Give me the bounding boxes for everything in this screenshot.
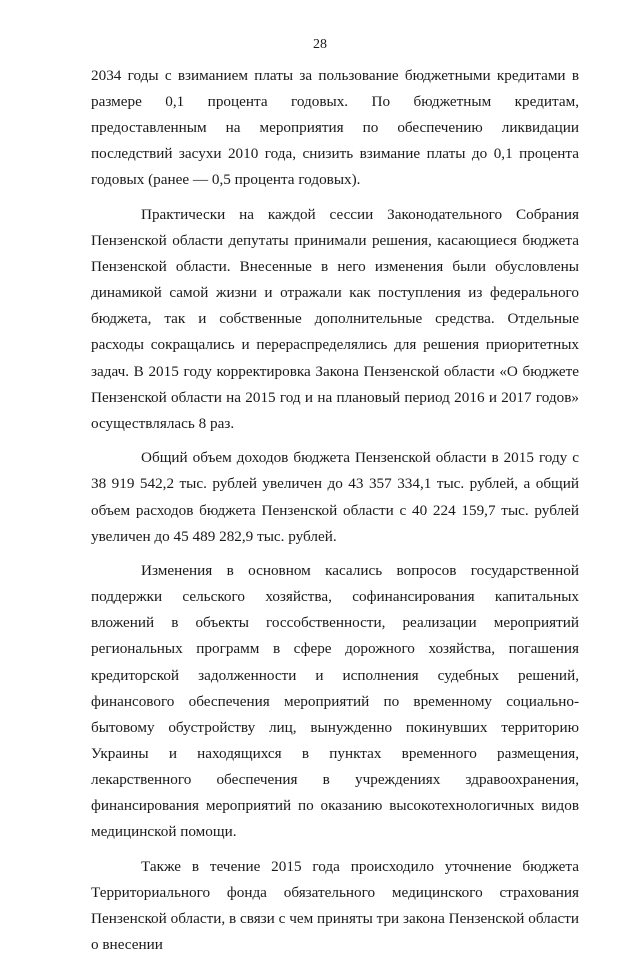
paragraph-budget-totals: Общий объем доходов бюджета Пензенской области в 2015 году с 38 919 542,2 тыс. рублей увеличен до 43 357 334,1 тыс. рублей, а общий объем расходов бюджета Пензенской области с 40 224 159,7 тыс. рублей увеличен до 45 489 282,9 тыс. рублей. <box>91 449 579 545</box>
paragraph-insurance-fund: Также в течение 2015 года происходило уточнение бюджета Территориального фонда обязательного медицинского страхования Пензенской области, в связи с чем приняты три закона Пензенской области о внесении <box>91 857 579 953</box>
page-number: 28 <box>313 37 327 52</box>
document-body <box>91 63 579 958</box>
paragraph-changes: Изменения в основном касались вопросов государственной поддержки сельского хозяйства, софинансирования капитальных вложений в объекты госсобственности, реализации мероприятий региональных программ в сфере дорожного хозяйства, погашения кредиторской задолженности и исполнения судебных решений, финансового обеспечения мероприятий по временному социально-бытовому обустройству лиц, вынужденно покинувших территорию Украины и находящихся в пунктах временного размещения, лекарственного обеспечения в учреждениях здравоохранения, финансирования мероприятий по оказанию высокотехнологичных видов медицинской помощи. <box>91 562 579 841</box>
paragraph-budget-sessions: Практически на каждой сессии Законодательного Собрания Пензенской области депутаты принимали решения, касающиеся бюджета Пензенской области. Внесенные в него изменения были обусловлены динамикой самой жизни и отражали как поступления из федерального бюджета, так и собственные дополнительные средства. Отдельные расходы сокращались и перераспределялись для решения приоритетных задач. В 2015 году корректировка Закона Пензенской области «О бюджете Пензенской области на 2015 год и на плановый период 2016 и 2017 годов» осуществлялась 8 раз. <box>91 205 579 432</box>
paragraph-continuation: 2034 годы с взиманием платы за пользование бюджетными кредитами в размере 0,1 процента годовых. По бюджетным кредитам, предоставленным на мероприятия по обеспечению ликвидации последствий засухи 2010 года, снизить взимание платы до 0,1 процента годовых (ранее — 0,5 процента годовых). <box>91 67 579 189</box>
